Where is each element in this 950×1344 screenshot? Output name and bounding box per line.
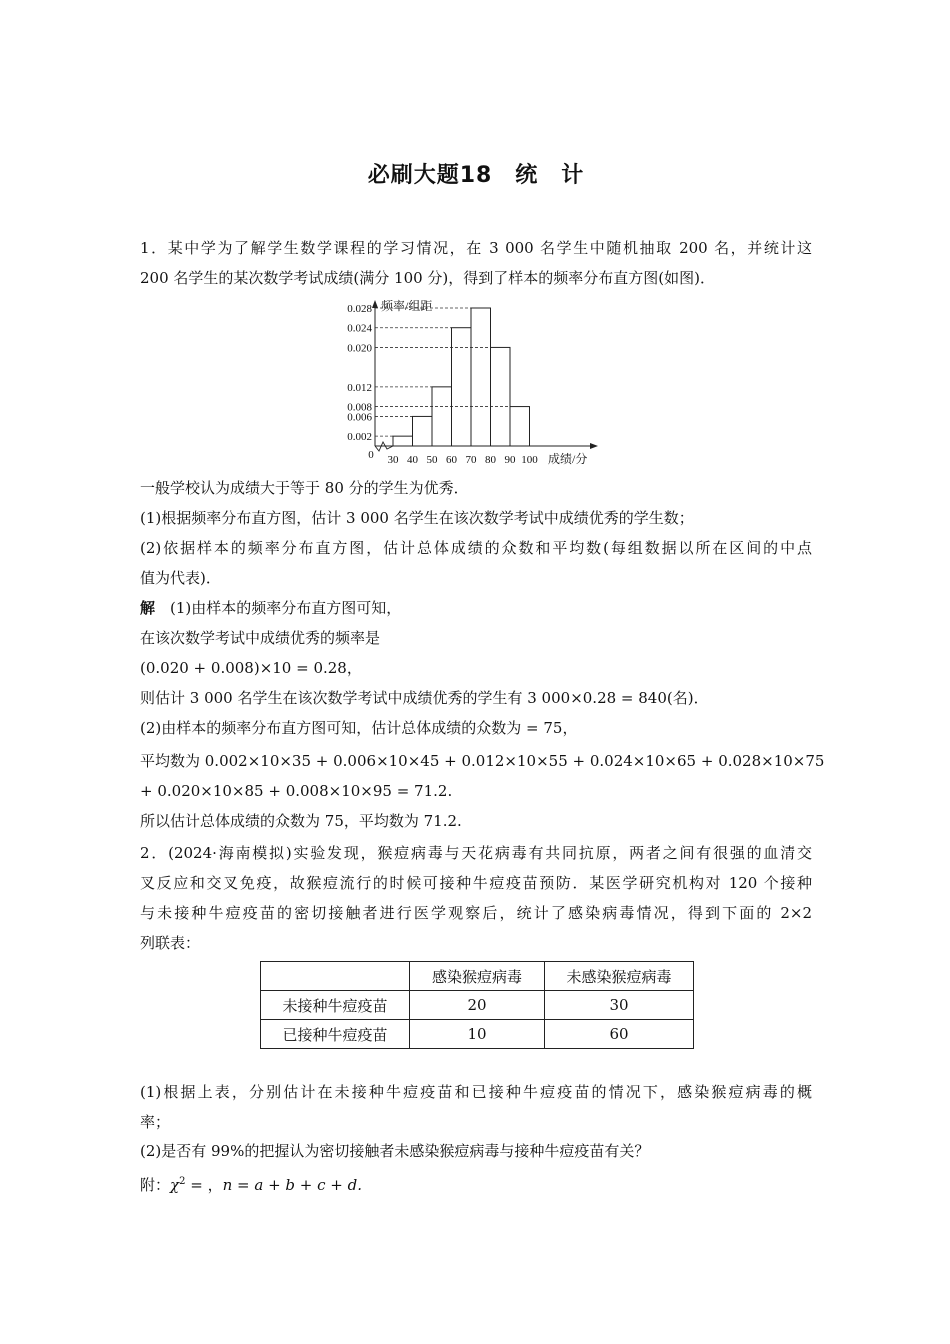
table-cell: 未接种牛痘疫苗	[261, 991, 410, 1020]
x-tick-label: 30	[387, 454, 399, 466]
histogram-bar	[413, 416, 433, 446]
q2-line-6: 率；	[140, 1113, 171, 1131]
q2-line-3: 与未接种牛痘疫苗的密切接触者进行医学观察后，统计了感染病毒情况，得到下面的 2×2	[140, 904, 812, 922]
q2-line-7: (2)是否有 99%的把握认为密切接触者未感染猴痘病毒与接种牛痘疫苗有关？	[140, 1142, 650, 1160]
solution-1-line-2: 在该次数学考试中成绩优秀的频率是	[140, 629, 381, 647]
q1-line-3: 一般学校认为成绩大于等于 80 分的学生为优秀．	[140, 479, 469, 497]
x-axis-label: 成绩/分	[548, 452, 588, 466]
n-formula: n = a + b + c + d.	[222, 1176, 362, 1194]
histogram-bar	[510, 407, 530, 446]
y-tick-label: 0.002	[347, 431, 372, 444]
y-tick-label: 0.020	[347, 342, 372, 355]
histogram-bar	[471, 308, 491, 446]
x-tick-label: 100	[521, 454, 538, 466]
histogram-bar	[452, 328, 472, 446]
solution-1-line-7: + 0.020×10×85 + 0.008×10×95 = 71.2.	[140, 782, 453, 800]
y-tick-label: 0.028	[347, 303, 372, 315]
frequency-histogram	[336, 296, 606, 471]
solution-1-line-6: 平均数为 0.002×10×35 + 0.006×10×45 + 0.012×10×55 + 0.024×10×65 + 0.028×10×75	[140, 752, 825, 770]
table-header-row	[261, 962, 694, 991]
table-cell: 60	[545, 1020, 694, 1049]
chi-exponent: 2	[179, 1176, 186, 1187]
q1-line-1: 1．某中学为了解学生数学课程的学习情况，在 3 000 名学生中随机抽取 200 名，并统计这	[140, 239, 812, 257]
solution-label: 解	[140, 599, 156, 617]
solution-1-line-8: 所以估计总体成绩的众数为 75，平均数为 71.2.	[140, 812, 462, 830]
appendix-formula	[140, 1172, 362, 1195]
x-tick-label: 50	[426, 454, 438, 466]
q1-line-5: (2)依据样本的频率分布直方图，估计总体成绩的众数和平均数(每组数据以所在区间的中点	[140, 539, 812, 557]
q1-line-2: 200 名学生的某次数学考试成绩(满分 100 分)，得到了样本的频率分布直方图(如图)．	[140, 269, 715, 287]
table-header-cell: 未感染猴痘病毒	[545, 962, 694, 991]
table-header-cell: 感染猴痘病毒	[410, 962, 545, 991]
solution-1-line-5: (2)由样本的频率分布直方图可知，估计总体成绩的众数为 = 75，	[140, 719, 578, 737]
q1-line-4: (1)根据频率分布直方图，估计 3 000 名学生在该次数学考试中成绩优秀的学生数；	[140, 509, 694, 527]
solution-1-line-4: 则估计 3 000 名学生在该次数学考试中成绩优秀的学生有 3 000×0.28 = 840(名)．	[140, 689, 709, 707]
q2-line-4: 列联表：	[140, 934, 201, 952]
y-axis-label: 频率/组距	[381, 299, 433, 313]
solution-1-line-1: (1)由样本的频率分布直方图可知，	[170, 599, 402, 617]
table-cell: 30	[545, 991, 694, 1020]
x-tick-label: 90	[504, 454, 516, 466]
histogram-bar	[491, 347, 511, 446]
y-tick-label: 0.006	[347, 411, 372, 424]
appendix-prefix: 附：	[140, 1176, 171, 1194]
chi-symbol: χ	[170, 1176, 180, 1194]
y-tick-label: 0.024	[347, 322, 372, 335]
solution-1-first-line	[140, 598, 401, 618]
page-title: 必刷大题18 统 计	[367, 163, 585, 188]
table-cell: 已接种牛痘疫苗	[261, 1020, 410, 1049]
table-cell: 20	[410, 991, 545, 1020]
q2-line-2: 叉反应和交叉免疫，故猴痘流行的时候可接种牛痘疫苗预防．某医学研究机构对 120 个接种	[140, 874, 812, 892]
table-row	[261, 991, 694, 1020]
x-tick-label: 40	[407, 454, 418, 466]
appendix-equals: = ，	[185, 1176, 223, 1194]
table-cell: 10	[410, 1020, 545, 1049]
origin-label: 0	[368, 449, 374, 461]
histogram-bar	[432, 387, 452, 446]
q2-line-5: (1)根据上表，分别估计在未接种牛痘疫苗和已接种牛痘疫苗的情况下，感染猴痘病毒的概	[140, 1083, 812, 1101]
x-tick-label: 80	[485, 454, 496, 466]
contingency-table	[260, 961, 694, 1049]
table-header-cell	[261, 962, 410, 991]
x-tick-label: 60	[446, 454, 457, 466]
q1-line-6: 值为代表)．	[140, 569, 221, 587]
x-tick-label: 70	[465, 454, 477, 466]
y-tick-label: 0.008	[347, 401, 372, 414]
histogram-bar	[393, 436, 413, 446]
x-axis-arrow	[590, 443, 598, 449]
y-tick-label: 0.012	[347, 381, 372, 394]
q2-line-1: 2．(2024·海南模拟)实验发现，猴痘病毒与天花病毒有共同抗原，两者之间有很强的血清交	[140, 844, 812, 862]
y-axis-arrow	[372, 300, 378, 308]
solution-1-line-3: (0.020 + 0.008)×10 = 0.28，	[140, 659, 362, 677]
table-row	[261, 1020, 694, 1049]
